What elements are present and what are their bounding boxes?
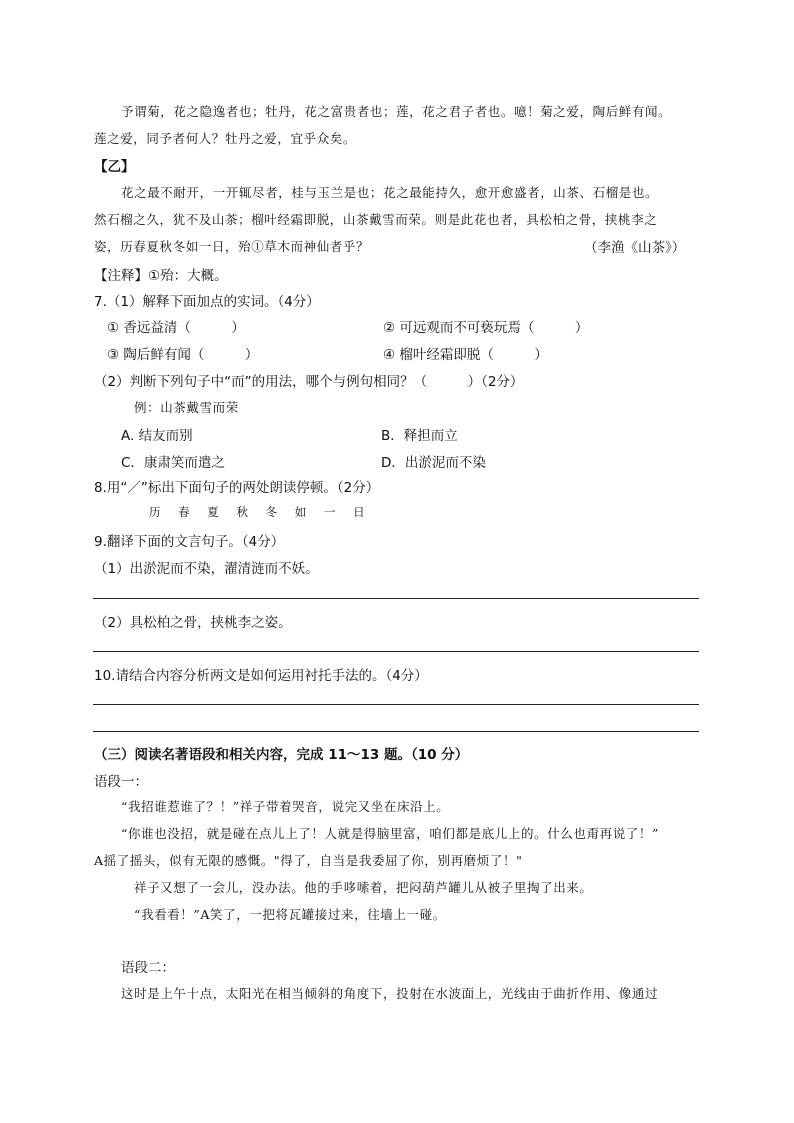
q7-option-a: A. 结友而别: [121, 428, 193, 444]
q7-item-1: ① 香远益清（ ）: [107, 320, 245, 336]
passage-yi-line-3: 姿，历春夏秋冬如一日，殆①草木而神仙者乎？: [94, 239, 370, 254]
q7-item-2: ② 可远观而不可亵玩焉（ ）: [383, 320, 589, 336]
segment-1-line-4: 祥子又想了一会儿，没办法。他的手哆嗦着，把闷葫芦罐儿从被子里掏了出来。: [134, 880, 593, 895]
q7-example: 例：山茶戴雪而荣: [134, 400, 239, 415]
q9-sentence-2: （2）具松柏之骨，挟桃李之姿。: [94, 615, 292, 631]
answer-line[interactable]: [93, 598, 699, 599]
passage-source: （李渔《山茶》）: [584, 240, 686, 256]
section3-heading: （三）阅读名著语段和相关内容，完成 11～13 题。（10 分）: [94, 747, 469, 763]
q7-item-4: ④ 榴叶经霜即脱（ ）: [383, 347, 548, 363]
answer-line[interactable]: [93, 731, 699, 732]
segment-1-line-2: “你谁也没招，就是碰在点儿上了！人就是得脑里富，咱们都是底儿上的。什么也甭再说了！”: [121, 826, 659, 841]
passage-yi-title: 【乙】: [94, 159, 135, 175]
passage-jia-line-2: 莲之爱，同予者何人？牡丹之爱，宜乎众矣。: [94, 131, 357, 146]
q7-sub2-stem: （2）判断下列句子中“而”的用法，哪个与例句相同？（ ）（2分）: [94, 374, 524, 390]
q8-sentence: 历 春 夏 秋 冬 如 一 日: [149, 505, 372, 519]
q7-option-c: C．康肃笑而遣之: [121, 455, 225, 471]
q7-option-d: D．出淤泥而不染: [381, 455, 486, 471]
passage-jia-line-1: 予谓菊，花之隐逸者也；牡丹，花之富贵者也；莲，花之君子者也。噫！菊之爱，陶后鲜有闻。: [121, 104, 672, 119]
segment-1-line-1: “我招谁惹谁了？！”祥子带着哭音，说完又坐在床沿上。: [121, 799, 450, 814]
annotation-note: 【注释】①殆：大概。: [94, 268, 228, 284]
q9-stem: 9.翻译下面的文言句子。（4分）: [94, 534, 285, 550]
answer-line[interactable]: [93, 651, 699, 652]
q7-stem: 7.（1）解释下面加点的实词。（4分）: [94, 294, 320, 310]
segment-2-title: 语段二：: [121, 960, 175, 976]
q7-option-b: B．释担而立: [381, 428, 458, 444]
answer-line[interactable]: [93, 704, 699, 705]
passage-yi-line-2: 然石榴之久，犹不及山茶；榴叶经霜即脱，山茶戴雪而荣。则是此花也者，具松柏之骨，挟桃李之: [94, 212, 658, 227]
q7-item-3: ③ 陶后鲜有闻（ ）: [107, 347, 259, 363]
passage-yi-line-1: 花之最不耐开，一开辄尽者，桂与玉兰是也；花之最能持久，愈开愈盛者，山茶、石榴是也。: [121, 185, 659, 200]
segment-1-title: 语段一：: [94, 774, 148, 790]
q10-stem: 10.请结合内容分析两文是如何运用衬托手法的。（4分）: [94, 668, 428, 684]
segment-1-line-5: “我看看！”A笑了，一把将瓦罐接过来，往墙上一碰。: [134, 907, 446, 922]
q9-sentence-1: （1）出淤泥而不染，濯清涟而不妖。: [94, 561, 319, 577]
q8-stem: 8.用“／”标出下面句子的两处朗读停顿。（2分）: [94, 480, 380, 496]
segment-1-line-3: A摇了摇头，似有无限的感慨。"得了，自当是我委屈了你，别再磨烦了！": [94, 853, 523, 868]
segment-2-line-1: 这时是上午十点，太阳光在相当倾斜的角度下，投射在水波面上，光线由于曲折作用、像通过: [121, 986, 659, 1001]
